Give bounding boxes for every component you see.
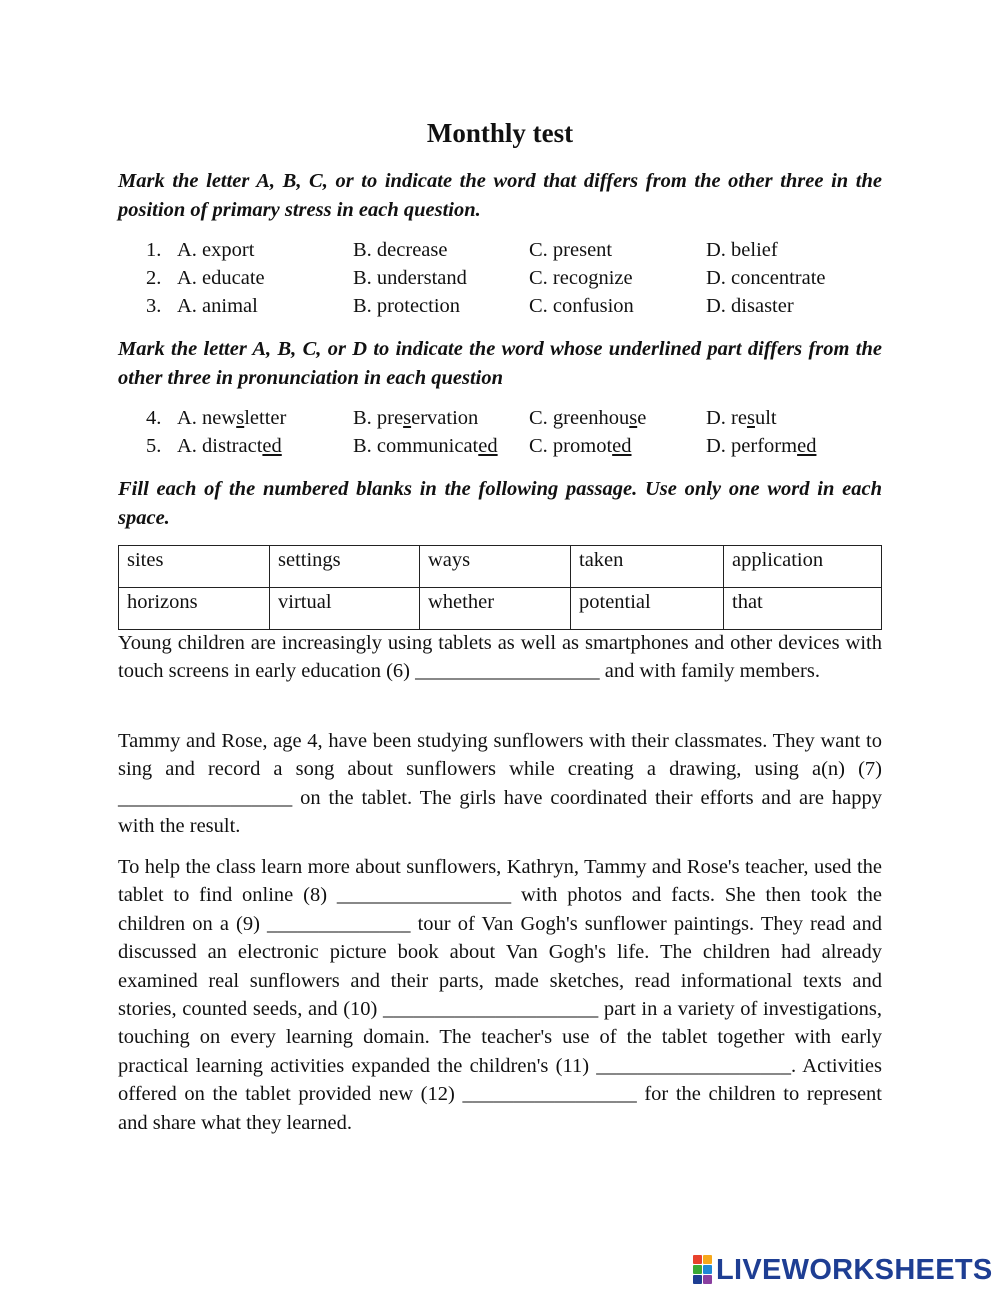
word-bank-cell: sites (119, 546, 270, 588)
option-a: A. distracted (177, 435, 282, 457)
question-row (118, 236, 882, 264)
section2-instruction: Mark the letter A, B, C, or D to indicate the word whose underlined part differs from the other three in pronunciation in each question (118, 338, 882, 389)
option-d: D. concentrate (706, 267, 826, 289)
word-bank-cell: application (724, 546, 882, 588)
underlined-part: ed (797, 435, 817, 457)
question-number: 4. (146, 407, 162, 429)
option-c: C. greenhouse (529, 407, 647, 429)
option-d: D. belief (706, 239, 778, 261)
option-b: B. communicated (353, 435, 498, 457)
option-b: B. understand (353, 267, 467, 289)
word-bank-cell: settings (270, 546, 420, 588)
logo-text: LIVEWORKSHEETS (716, 1253, 993, 1286)
word-bank-cell: virtual (270, 588, 420, 630)
word-bank-cell: whether (420, 588, 571, 630)
liveworksheets-grid-icon (693, 1255, 713, 1285)
passage-paragraph: Young children are increasingly using tablets as well as smartphones and other devices with touch screens in early education (6) __________________ and with family members. (118, 632, 882, 683)
option-b: B. decrease (353, 239, 448, 261)
option-a: A. educate (177, 267, 265, 289)
underlined-part: s (403, 407, 412, 429)
question-row (118, 432, 882, 460)
question-number: 3. (146, 295, 162, 317)
word-bank-cell: ways (420, 546, 571, 588)
word-bank-cell: taken (571, 546, 724, 588)
table-row (119, 588, 882, 630)
question-row (118, 404, 882, 432)
table-row (119, 546, 882, 588)
word-bank-cell: potential (571, 588, 724, 630)
question-row (118, 264, 882, 292)
option-a: A. newsletter (177, 407, 287, 429)
passage-paragraph: Tammy and Rose, age 4, have been studying sunflowers with their classmates. They want to sing and record a song about sunflowers while creating a drawing, using a(n) (7) _________________ on the tablet. The girls have coordinated their efforts and are happy with the result. (118, 730, 882, 838)
option-c: C. confusion (529, 295, 634, 317)
question-number: 2. (146, 267, 162, 289)
underlined-part: s (746, 407, 755, 429)
question-row (118, 292, 882, 320)
word-bank-cell: horizons (119, 588, 270, 630)
option-a: A. animal (177, 295, 258, 317)
option-b: B. protection (353, 295, 461, 317)
option-b: B. preservation (353, 407, 479, 429)
question-number: 5. (146, 435, 162, 457)
option-c: C. present (529, 239, 613, 261)
section3-instruction: Fill each of the numbered blanks in the following passage. Use only one word in each space. (118, 478, 882, 529)
underlined-part: ed (262, 435, 282, 457)
underlined-part: ed (612, 435, 632, 457)
option-d: D. performed (706, 435, 817, 457)
underlined-part: s (236, 407, 245, 429)
page-title: Monthly test (426, 118, 574, 148)
question-number: 1. (146, 239, 162, 261)
passage-paragraph: To help the class learn more about sunflowers, Kathryn, Tammy and Rose's teacher, used the tablet to find online (8) _________________ with photos and facts. She then took the children on a (9) ______________ tour of Van Gogh's sunflower paintings. They read and discussed an electronic picture book about Van Gogh's life. The children had already examined real sunflowers and their parts, made sketches, read informational texts and stories, counted seeds, and (10) _____________________ part in a variety of investigations, touching on every learning domain. The teacher's use of the tablet together with early practical learning activities expanded the children's (11) ___________________. Activities offered on the tablet provided new (12) _________________ for the children to represent and share what they learned. (118, 856, 882, 1134)
option-d: D. result (706, 407, 777, 429)
option-c: C. promoted (529, 435, 632, 457)
underlined-part: ed (478, 435, 498, 457)
underlined-part: s (629, 407, 638, 429)
section1-instruction: Mark the letter A, B, C, or to indicate the word that differs from the other three in the position of primary stress in each question. (118, 170, 882, 221)
word-bank-cell: that (724, 588, 882, 630)
option-d: D. disaster (706, 295, 794, 317)
word-bank-table (118, 545, 882, 630)
option-c: C. recognize (529, 267, 633, 289)
liveworksheets-logo (693, 1253, 993, 1287)
option-a: A. export (177, 239, 255, 261)
